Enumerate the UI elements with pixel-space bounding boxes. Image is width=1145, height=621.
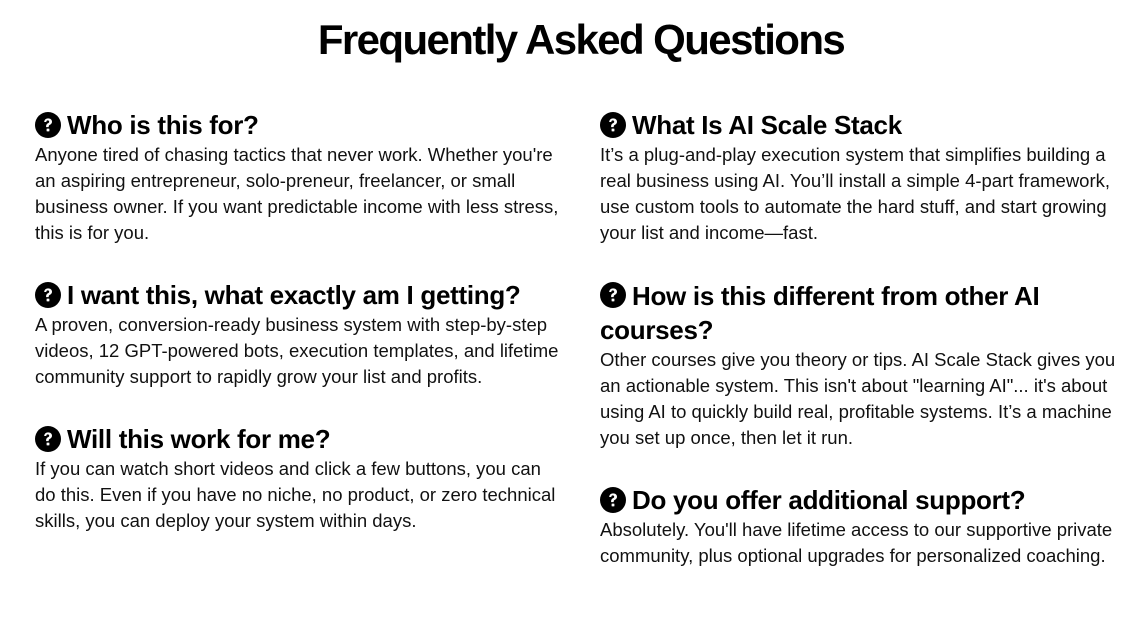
faq-item	[600, 108, 1125, 246]
faq-question-label: How is this different from other AI courses?	[600, 281, 1040, 345]
faq-question-text: I want this, what exactly am I getting?	[67, 280, 521, 310]
faq-item	[600, 278, 1125, 451]
faq-answer: It’s a plug-and-play execution system that simplifies building a real business using AI. You’ll install a simple 4-part framework, use custom tools to automate the hard stuff, and start growing your list and income—fast.	[600, 144, 1111, 243]
faq-question	[35, 278, 565, 312]
question-circle-icon	[35, 112, 61, 138]
faq-question	[35, 108, 565, 142]
faq-question-text: Who is this for?	[67, 110, 259, 140]
faq-answer: Other courses give you theory or tips. AI Scale Stack gives you an actionable system. This isn't about "learning AI"... it's about using AI to quickly build real, profitable systems. It’s a machine you set up once, then let it run.	[600, 349, 1116, 448]
faq-item	[600, 483, 1125, 569]
question-circle-icon	[35, 426, 61, 452]
faq-question	[600, 483, 1125, 517]
faq-item	[35, 278, 565, 390]
faq-answer: If you can watch short videos and click a few buttons, you can do this. Even if you have no niche, no product, or zero technical skills, you can deploy your system within days.	[35, 458, 556, 531]
faq-answer: Absolutely. You'll have lifetime access to our supportive private community, plus optional upgrades for personalized coaching.	[600, 519, 1113, 566]
faq-question	[600, 278, 1070, 347]
faq-answer: Anyone tired of chasing tactics that never work. Whether you're an aspiring entrepreneur, solo-preneur, freelancer, or small business owner. If you want predictable income with less stress, this is for you.	[35, 144, 559, 243]
faq-answer: A proven, conversion-ready business system with step-by-step videos, 12 GPT-powered bots, execution templates, and lifetime community support to rapidly grow your list and profits.	[35, 314, 559, 387]
question-circle-icon	[600, 282, 626, 308]
question-circle-icon	[600, 112, 626, 138]
faq-question	[35, 422, 565, 456]
faq-question	[600, 108, 1125, 142]
faq-column-left	[35, 108, 565, 534]
faq-item	[35, 422, 565, 534]
faq-question-text	[600, 278, 1070, 347]
page-title: Frequently Asked Questions	[317, 16, 845, 63]
faq-question-text: Do you offer additional support?	[632, 485, 1026, 515]
faq-item	[35, 108, 565, 246]
faq-question-text: What Is AI Scale Stack	[632, 110, 902, 140]
faq-column-right	[600, 108, 1125, 569]
question-circle-icon	[600, 487, 626, 513]
faq-question-text: Will this work for me?	[67, 424, 331, 454]
question-circle-icon	[35, 282, 61, 308]
